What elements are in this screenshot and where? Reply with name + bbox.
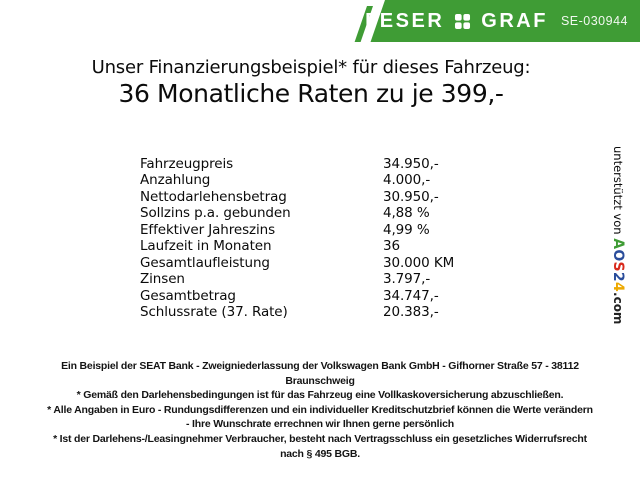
footnote-line: * Alle Angaben in Euro - Rundungsdifferenzen und ein individueller Kreditschutzbrief können die Werte verändern	[47, 403, 593, 416]
aos24-letter: S	[610, 261, 626, 272]
table-row	[140, 222, 560, 238]
row-value: 34.747,-	[383, 287, 439, 304]
brand-word-graf: GRAF	[481, 9, 548, 32]
row-value: 4,88 %	[383, 205, 430, 222]
table-row	[140, 156, 560, 172]
aos24-letter: O	[610, 249, 626, 262]
row-value: 4.000,-	[383, 172, 431, 189]
row-label: Sollzins p.a. gebunden	[140, 205, 291, 222]
footnote-line: - Ihre Wunschrate errechnen wir Ihnen gerne persönlich	[186, 418, 454, 431]
row-value: 3.797,-	[383, 271, 431, 288]
footnotes	[0, 359, 640, 461]
aos24-letter: 2	[610, 271, 626, 282]
row-value: 30.000 KM	[383, 254, 455, 271]
footnote-line: Ein Beispiel der SEAT Bank - Zweigniederlassung der Volkswagen Bank GmbH - Gifhorner Straße 57 - 38112	[61, 360, 579, 372]
row-label: Laufzeit in Monaten	[140, 238, 272, 255]
row-value: 34.950,-	[383, 156, 439, 172]
dealer-id-badge: SE-030944	[560, 14, 628, 28]
clover-icon	[453, 12, 472, 31]
row-label: Gesamtlaufleistung	[140, 254, 270, 271]
table-row	[140, 205, 560, 221]
aos24-domain-suffix: .com	[611, 292, 625, 325]
table-row	[140, 271, 560, 287]
table-row	[140, 304, 560, 320]
aos24-letter: 4	[610, 281, 626, 293]
footnote-line: * Gemäß den Darlehensbedingungen ist für das Fahrzeug eine Vollkaskoversicherung abzuschließen.	[76, 389, 564, 402]
table-row	[140, 189, 560, 205]
row-label: Schlussrate (37. Rate)	[140, 303, 288, 320]
aos24-logo	[610, 238, 626, 292]
page-title-line1: Unser Finanzierungsbeispiel* für dieses Fahrzeug:	[91, 57, 531, 78]
row-value: 36	[383, 238, 400, 255]
row-label: Anzahlung	[140, 172, 211, 189]
row-value: 30.950,-	[383, 188, 439, 205]
brand-word-feser: FESER	[365, 9, 445, 32]
row-value: 20.383,-	[383, 303, 439, 320]
table-row	[140, 288, 560, 304]
row-label: Gesamtbetrag	[140, 287, 236, 304]
table-row	[140, 172, 560, 188]
row-label: Effektiver Jahreszins	[140, 221, 276, 238]
aos24-letter: A	[610, 238, 626, 250]
footnote-line: * Ist der Darlehens-/Leasingnehmer Verbraucher, besteht nach Vertragsschluss ein gesetzliches Widerrufsrecht	[53, 432, 587, 445]
row-label: Fahrzeugpreis	[140, 156, 234, 172]
finance-table	[140, 156, 560, 320]
page-title-line2: 36 Monatliche Raten zu je 399,-	[118, 79, 504, 108]
supported-by-vertical-text	[610, 146, 626, 324]
row-value: 4,99 %	[383, 221, 430, 238]
table-row	[140, 255, 560, 271]
brand-logo	[365, 0, 628, 42]
row-label: Nettodarlehensbetrag	[140, 188, 287, 205]
supported-by-label: unterstützt von	[611, 146, 625, 239]
row-label: Zinsen	[140, 271, 185, 288]
table-row	[140, 238, 560, 254]
footnote-line: nach § 495 BGB.	[280, 447, 360, 460]
footnote-line: Braunschweig	[285, 374, 355, 387]
